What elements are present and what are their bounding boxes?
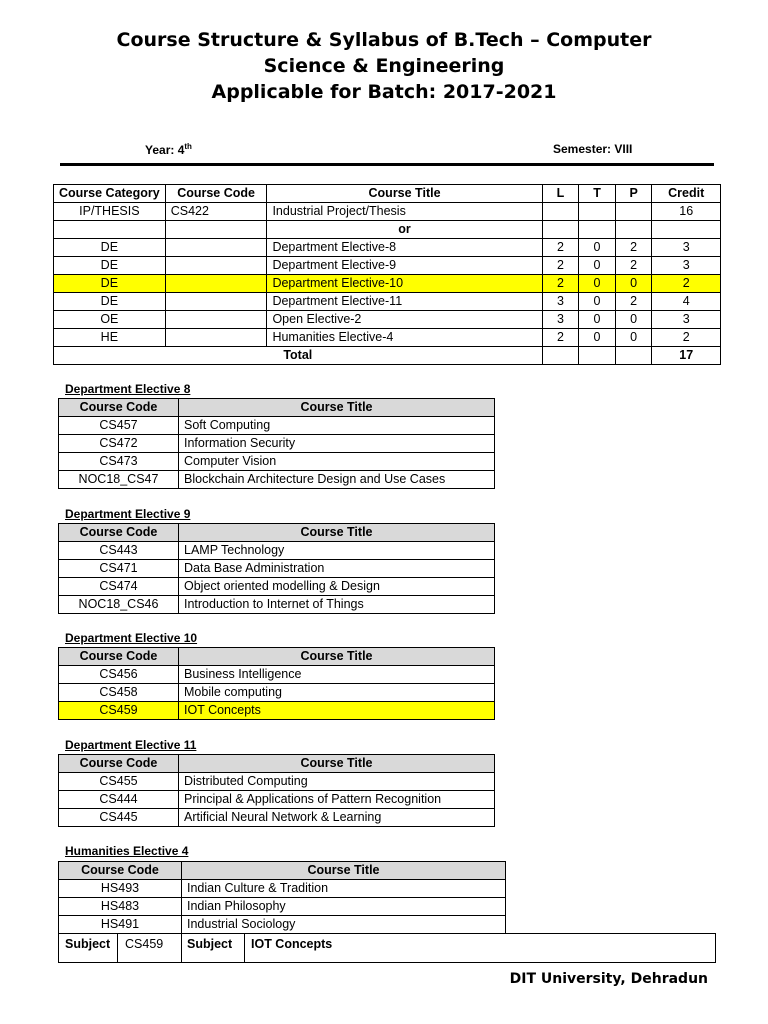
- cell-t: 0: [579, 275, 616, 293]
- cell-course-title: Computer Vision: [179, 453, 495, 471]
- cell-t: [579, 221, 616, 239]
- header-course-code: Course Code: [59, 399, 179, 417]
- de9-table: [58, 523, 495, 614]
- table-row: [54, 293, 721, 311]
- he4-table: [58, 861, 506, 934]
- cell-course-title: Information Security: [179, 435, 495, 453]
- table-row: [59, 596, 495, 614]
- table-row: [59, 880, 506, 898]
- subject-name: IOT Concepts: [251, 937, 333, 951]
- header-course-title: Course Title: [179, 399, 495, 417]
- empty-cell: [542, 347, 579, 365]
- table-header-row: [59, 648, 495, 666]
- table-row: [59, 916, 506, 934]
- title-line-3: Applicable for Batch: 2017-2021: [211, 81, 557, 103]
- header-course-title: Course Title: [179, 648, 495, 666]
- table-row: [59, 542, 495, 560]
- cell-code: [165, 275, 267, 293]
- cell-course-code: CS457: [59, 417, 179, 435]
- cell-cat: DE: [54, 275, 166, 293]
- divider: [181, 934, 182, 962]
- cell-code: [165, 221, 267, 239]
- total-label: Total: [54, 347, 543, 365]
- cell-course-code: CS458: [59, 684, 179, 702]
- de11-body: [59, 755, 495, 827]
- cell-t: [579, 203, 616, 221]
- cell-title: Humanities Elective-4: [267, 329, 542, 347]
- cell-t: 0: [579, 257, 616, 275]
- table-row: [54, 239, 721, 257]
- year-label: [145, 142, 192, 157]
- de8-body: [59, 399, 495, 489]
- header-l: L: [542, 185, 579, 203]
- table-row: [59, 684, 495, 702]
- cell-course-code: CS445: [59, 809, 179, 827]
- header-course-title: Course Title: [179, 755, 495, 773]
- cell-cat: DE: [54, 239, 166, 257]
- table-row: [59, 471, 495, 489]
- table-header-row: [59, 399, 495, 417]
- title-line-2: Science & Engineering: [263, 55, 505, 77]
- table-row: [54, 311, 721, 329]
- header-course-code: Course Code: [59, 524, 179, 542]
- de10-heading: Department Elective 10: [65, 631, 198, 645]
- header-course-title: Course Title: [267, 185, 542, 203]
- cell-cat: OE: [54, 311, 166, 329]
- table-header-row: [59, 755, 495, 773]
- header-course-title: Course Title: [182, 862, 506, 880]
- table-row: [54, 203, 721, 221]
- table-row: [59, 453, 495, 471]
- cell-t: 0: [579, 239, 616, 257]
- empty-cell: [615, 347, 652, 365]
- cell-title: Department Elective-11: [267, 293, 542, 311]
- cell-code: [165, 329, 267, 347]
- cell-p: 2: [615, 257, 652, 275]
- year-sup: th: [184, 142, 192, 151]
- cell-course-title: Object oriented modelling & Design: [179, 578, 495, 596]
- cell-cat: DE: [54, 257, 166, 275]
- table-row: [59, 809, 495, 827]
- table-header-row: [54, 185, 721, 203]
- course-structure-table: [53, 184, 721, 365]
- cell-course-title: Industrial Sociology: [182, 916, 506, 934]
- cell-course-title: Soft Computing: [179, 417, 495, 435]
- cell-course-title: Introduction to Internet of Things: [179, 596, 495, 614]
- divider: [117, 934, 118, 962]
- cell-course-code: NOC18_CS47: [59, 471, 179, 489]
- cell-title: Department Elective-8: [267, 239, 542, 257]
- table-row: [59, 560, 495, 578]
- de10-body: [59, 648, 495, 720]
- cell-course-title: LAMP Technology: [179, 542, 495, 560]
- divider: [244, 934, 245, 962]
- cell-course-code: CS456: [59, 666, 179, 684]
- cell-course-title: Indian Culture & Tradition: [182, 880, 506, 898]
- cell-course-title: Distributed Computing: [179, 773, 495, 791]
- cell-course-code: CS474: [59, 578, 179, 596]
- subject-label-2: Subject: [187, 937, 233, 951]
- cell-l: 2: [542, 239, 579, 257]
- total-row: [54, 347, 721, 365]
- subject-bar: [58, 933, 716, 963]
- cell-credit: 2: [652, 329, 721, 347]
- title-line-1: Course Structure & Syllabus of B.Tech – Computer: [116, 29, 652, 51]
- cell-p: [615, 221, 652, 239]
- table-row: [54, 329, 721, 347]
- de8-heading: Department Elective 8: [65, 382, 191, 396]
- subject-label: Subject: [65, 937, 111, 951]
- header-t: T: [579, 185, 616, 203]
- cell-cat: [54, 221, 166, 239]
- cell-p: 0: [615, 329, 652, 347]
- cell-code: [165, 257, 267, 275]
- de9-heading: Department Elective 9: [65, 507, 191, 521]
- header-course-code: Course Code: [165, 185, 267, 203]
- cell-code: [165, 293, 267, 311]
- header-divider: [60, 163, 714, 166]
- cell-l: [542, 221, 579, 239]
- de9-body: [59, 524, 495, 614]
- cell-course-title: Data Base Administration: [179, 560, 495, 578]
- cell-l: 3: [542, 311, 579, 329]
- cell-course-title: Indian Philosophy: [182, 898, 506, 916]
- table-row: [59, 702, 495, 720]
- cell-course-code: HS483: [59, 898, 182, 916]
- document-title: [0, 27, 768, 105]
- de11-table: [58, 754, 495, 827]
- cell-course-code: CS455: [59, 773, 179, 791]
- cell-credit: 3: [652, 311, 721, 329]
- table-row: [59, 578, 495, 596]
- cell-credit: [652, 221, 721, 239]
- empty-cell: [579, 347, 616, 365]
- cell-credit: 3: [652, 239, 721, 257]
- cell-title: Open Elective-2: [267, 311, 542, 329]
- cell-l: 2: [542, 329, 579, 347]
- cell-p: 0: [615, 275, 652, 293]
- year-text: Year: 4: [145, 143, 185, 157]
- cell-code: [165, 239, 267, 257]
- table-header-row: [59, 524, 495, 542]
- cell-title: Department Elective-10: [267, 275, 542, 293]
- cell-course-code: CS459: [59, 702, 179, 720]
- cell-course-code: CS472: [59, 435, 179, 453]
- cell-course-title: Mobile computing: [179, 684, 495, 702]
- cell-course-title: Artificial Neural Network & Learning: [179, 809, 495, 827]
- header-course-category: Course Category: [54, 185, 166, 203]
- de11-heading: Department Elective 11: [65, 738, 197, 752]
- cell-course-title: IOT Concepts: [179, 702, 495, 720]
- cell-title: Department Elective-9: [267, 257, 542, 275]
- table-row: [59, 666, 495, 684]
- table-row: [54, 257, 721, 275]
- subject-code: CS459: [125, 937, 164, 951]
- cell-p: 2: [615, 293, 652, 311]
- header-p: P: [615, 185, 652, 203]
- cell-p: 2: [615, 239, 652, 257]
- course-structure-body: [54, 185, 721, 365]
- table-row: [59, 417, 495, 435]
- cell-title: Industrial Project/Thesis: [267, 203, 542, 221]
- cell-t: 0: [579, 329, 616, 347]
- de10-table: [58, 647, 495, 720]
- cell-credit: 2: [652, 275, 721, 293]
- total-credit: 17: [652, 347, 721, 365]
- cell-course-code: HS491: [59, 916, 182, 934]
- cell-p: [615, 203, 652, 221]
- cell-p: 0: [615, 311, 652, 329]
- cell-course-code: CS444: [59, 791, 179, 809]
- cell-code: CS422: [165, 203, 267, 221]
- table-row: [59, 435, 495, 453]
- cell-course-code: CS443: [59, 542, 179, 560]
- cell-l: 2: [542, 275, 579, 293]
- header-course-code: Course Code: [59, 648, 179, 666]
- cell-cat: DE: [54, 293, 166, 311]
- cell-code: [165, 311, 267, 329]
- cell-course-code: CS473: [59, 453, 179, 471]
- cell-course-title: Business Intelligence: [179, 666, 495, 684]
- header-credit: Credit: [652, 185, 721, 203]
- table-row: [59, 773, 495, 791]
- table-row: [54, 275, 721, 293]
- cell-course-title: Blockchain Architecture Design and Use Cases: [179, 471, 495, 489]
- header-course-code: Course Code: [59, 755, 179, 773]
- cell-course-code: CS471: [59, 560, 179, 578]
- table-row: [59, 898, 506, 916]
- he4-body: [59, 862, 506, 934]
- table-row: [59, 791, 495, 809]
- cell-course-code: NOC18_CS46: [59, 596, 179, 614]
- cell-l: 2: [542, 257, 579, 275]
- institution-footer: DIT University, Dehradun: [509, 971, 708, 987]
- table-row: [54, 221, 721, 239]
- cell-l: [542, 203, 579, 221]
- cell-course-code: HS493: [59, 880, 182, 898]
- he4-heading: Humanities Elective 4: [65, 844, 189, 858]
- cell-title: or: [267, 221, 542, 239]
- cell-cat: HE: [54, 329, 166, 347]
- cell-t: 0: [579, 293, 616, 311]
- header-course-code: Course Code: [59, 862, 182, 880]
- cell-course-title: Principal & Applications of Pattern Recognition: [179, 791, 495, 809]
- cell-credit: 4: [652, 293, 721, 311]
- cell-cat: IP/THESIS: [54, 203, 166, 221]
- table-header-row: [59, 862, 506, 880]
- semester-label: Semester: VIII: [553, 142, 633, 156]
- cell-l: 3: [542, 293, 579, 311]
- cell-credit: 16: [652, 203, 721, 221]
- cell-credit: 3: [652, 257, 721, 275]
- de8-table: [58, 398, 495, 489]
- header-course-title: Course Title: [179, 524, 495, 542]
- cell-t: 0: [579, 311, 616, 329]
